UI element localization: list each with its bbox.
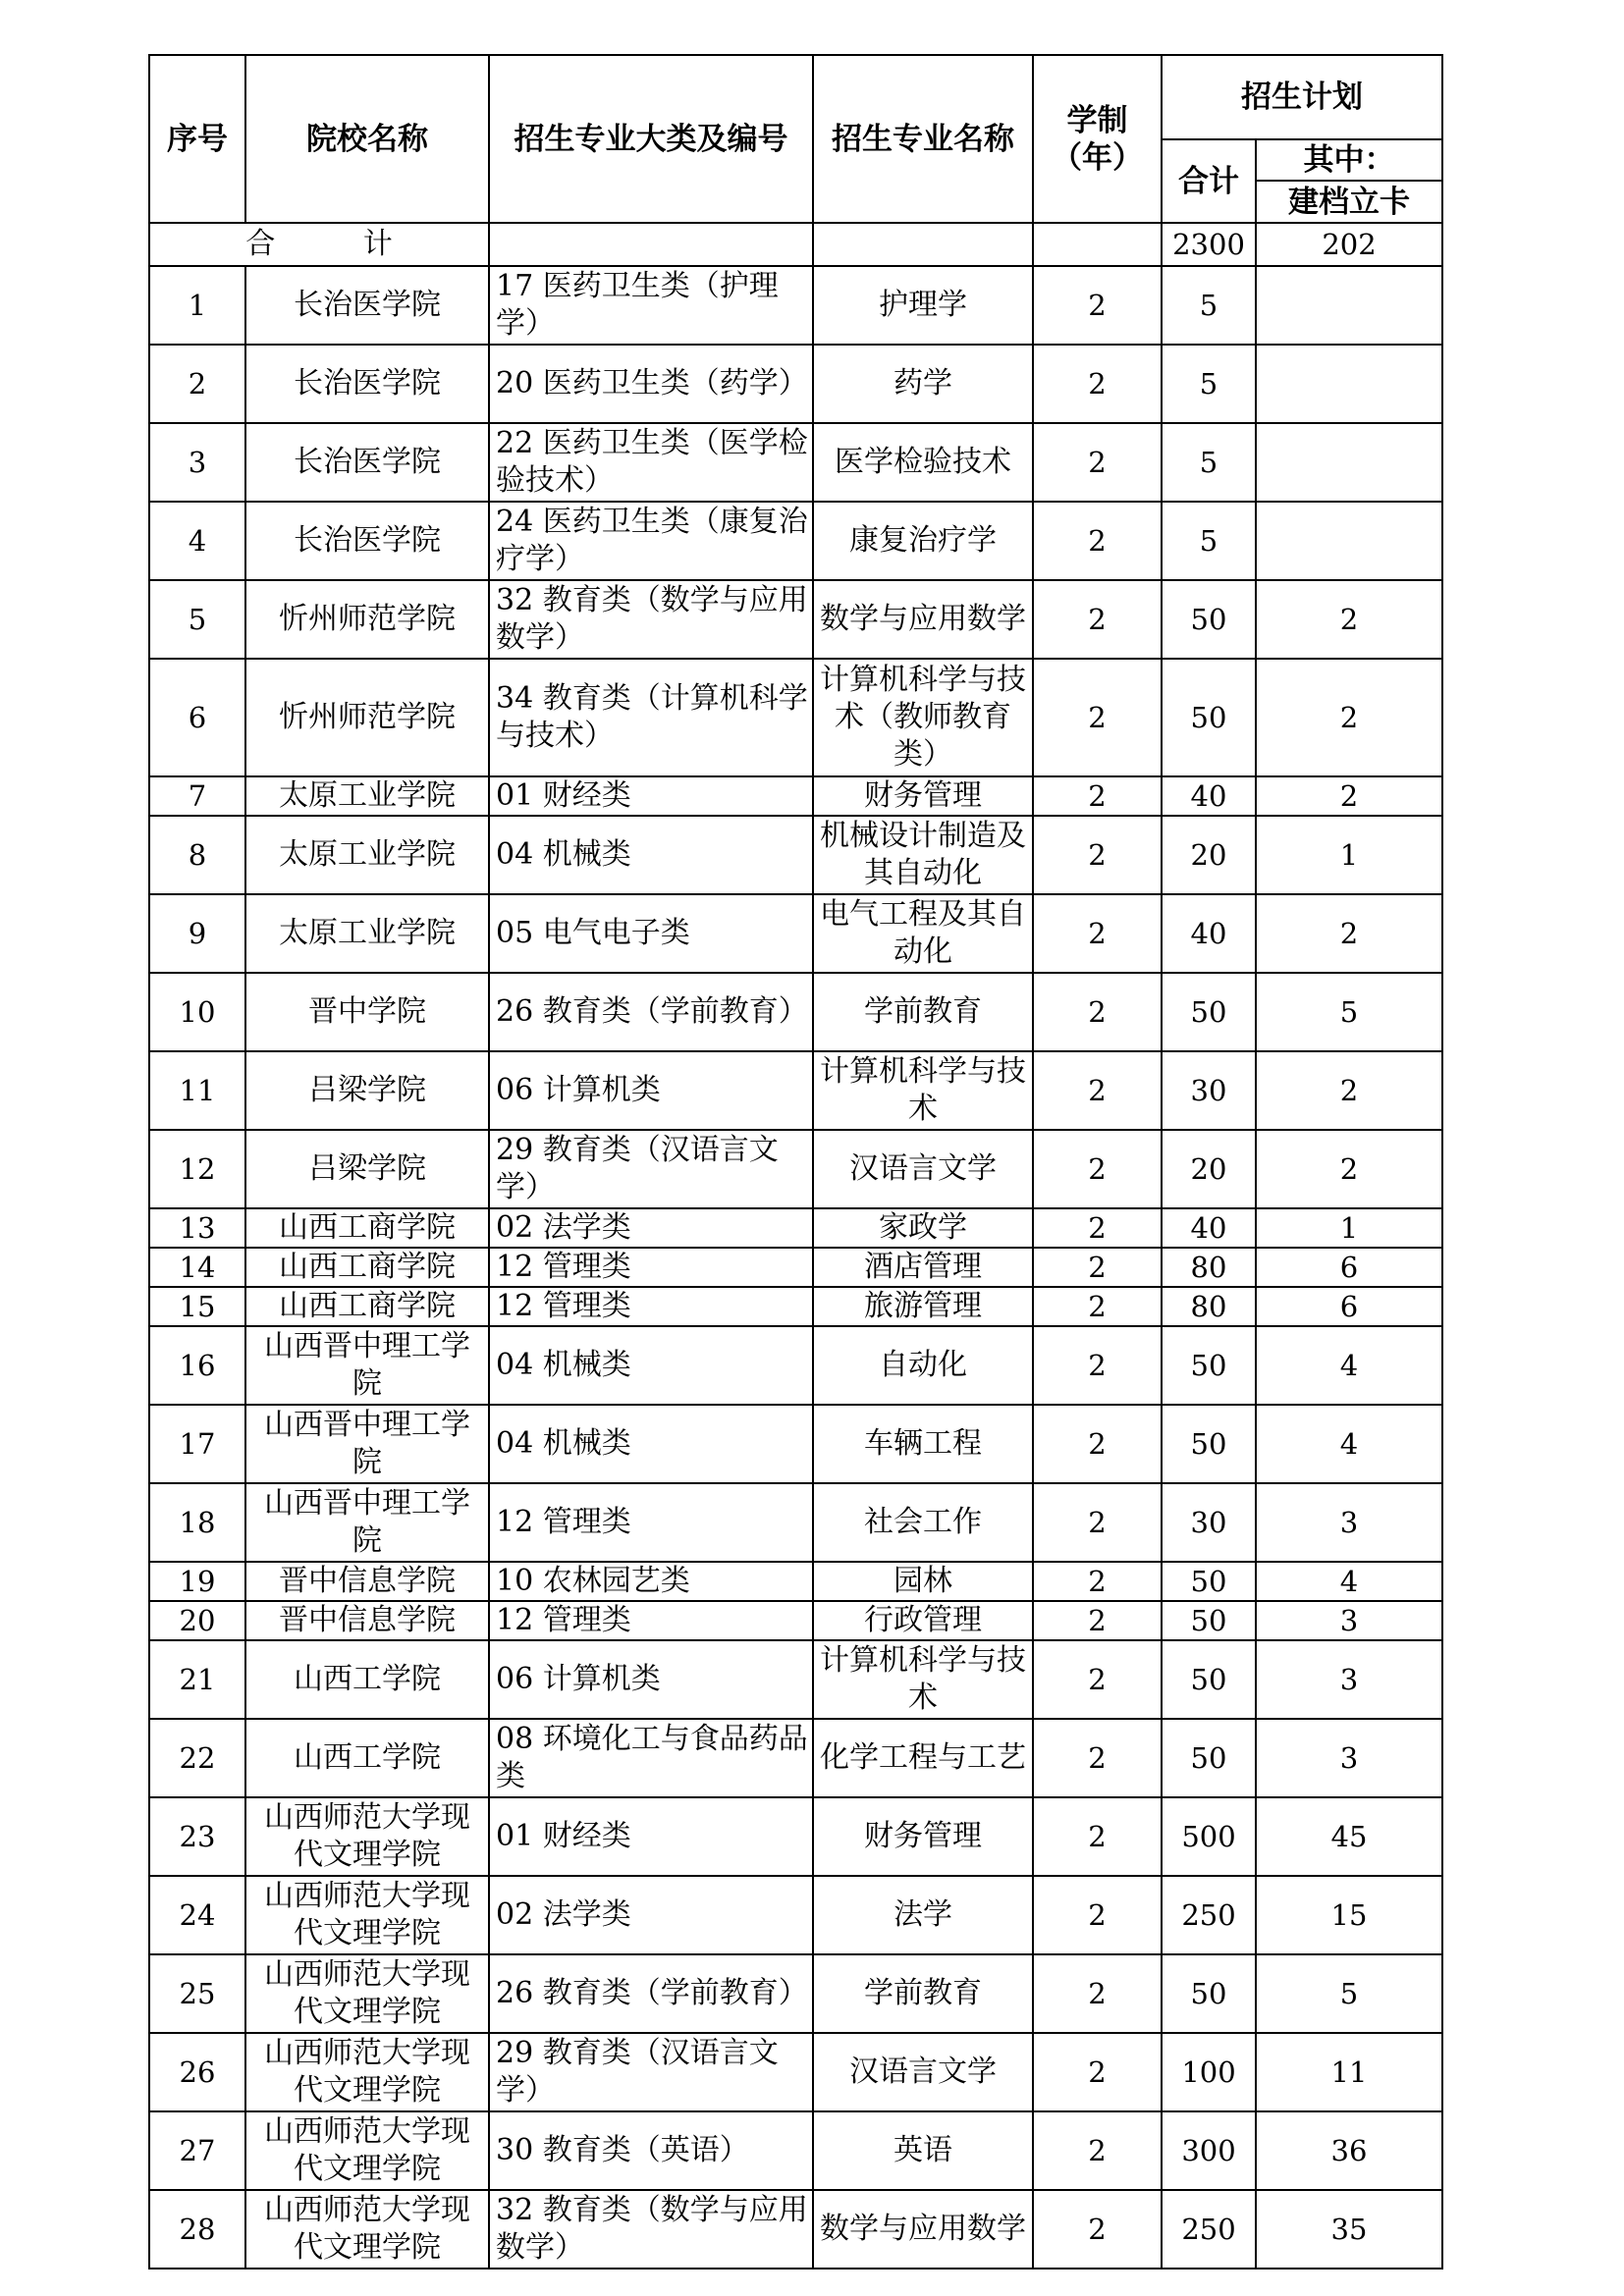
cell-plan: 5 [1162,345,1256,423]
cell-category: 29 教育类（汉语言文学） [489,1130,813,1208]
table-row [149,776,1442,816]
cell-years: 2 [1033,816,1162,894]
cell-plan: 300 [1162,2111,1256,2190]
cell-years: 2 [1033,1876,1162,1954]
enrollment-plan-sheet [148,54,1443,2269]
cell-school: 长治医学院 [245,502,489,580]
cell-card: 2 [1256,659,1442,776]
cell-seq: 10 [149,973,245,1051]
cell-category: 06 计算机类 [489,1051,813,1130]
cell-years: 2 [1033,1248,1162,1287]
cell-school: 忻州师范学院 [245,659,489,776]
cell-card [1256,345,1442,423]
table-row [149,1719,1442,1797]
cell-plan: 80 [1162,1248,1256,1287]
cell-category: 06 计算机类 [489,1640,813,1719]
cell-seq: 20 [149,1601,245,1640]
table-row [149,973,1442,1051]
cell-years: 2 [1033,2190,1162,2269]
cell-plan: 500 [1162,1797,1256,1876]
cell-plan: 20 [1162,816,1256,894]
cell-category: 04 机械类 [489,1326,813,1405]
cell-category: 22 医药卫生类（医学检验技术） [489,423,813,502]
cell-category: 10 农林园艺类 [489,1562,813,1601]
cell-years: 2 [1033,266,1162,345]
cell-plan: 250 [1162,2190,1256,2269]
cell-seq: 5 [149,580,245,659]
cell-major: 化学工程与工艺 [813,1719,1033,1797]
cell-major: 财务管理 [813,1797,1033,1876]
cell-years: 2 [1033,659,1162,776]
cell-school: 晋中信息学院 [245,1562,489,1601]
cell-plan: 40 [1162,1208,1256,1248]
cell-seq: 8 [149,816,245,894]
cell-years: 2 [1033,973,1162,1051]
cell-seq: 25 [149,1954,245,2033]
cell-major: 康复治疗学 [813,502,1033,580]
header-plan: 招生计划 [1162,55,1442,139]
cell-major: 计算机科学与技术 [813,1051,1033,1130]
table-row [149,1876,1442,1954]
cell-plan: 50 [1162,1405,1256,1483]
cell-category: 04 机械类 [489,1405,813,1483]
cell-card: 3 [1256,1483,1442,1562]
cell-plan: 20 [1162,1130,1256,1208]
cell-card: 15 [1256,1876,1442,1954]
total-empty-category [489,223,813,266]
header-major: 招生专业名称 [813,55,1033,223]
cell-category: 29 教育类（汉语言文学） [489,2033,813,2111]
total-label-text: 合 计 [245,227,432,261]
cell-card: 2 [1256,776,1442,816]
cell-seq: 26 [149,2033,245,2111]
table-row [149,266,1442,345]
cell-seq: 11 [149,1051,245,1130]
cell-category: 20 医药卫生类（药学） [489,345,813,423]
header-school: 院校名称 [245,55,489,223]
header-category: 招生专业大类及编号 [489,55,813,223]
cell-card: 1 [1256,816,1442,894]
cell-card: 4 [1256,1405,1442,1483]
cell-years: 2 [1033,1601,1162,1640]
total-empty-years [1033,223,1162,266]
cell-category: 08 环境化工与食品药品类 [489,1719,813,1797]
table-row [149,1483,1442,1562]
table-row [149,894,1442,973]
cell-seq: 6 [149,659,245,776]
cell-card: 3 [1256,1640,1442,1719]
cell-seq: 2 [149,345,245,423]
cell-seq: 15 [149,1287,245,1326]
table-row [149,2033,1442,2111]
cell-years: 2 [1033,1797,1162,1876]
table-row [149,1051,1442,1130]
cell-major: 汉语言文学 [813,1130,1033,1208]
cell-school: 山西晋中理工学院 [245,1483,489,1562]
cell-major: 英语 [813,2111,1033,2190]
cell-years: 2 [1033,2111,1162,2190]
cell-school: 晋中学院 [245,973,489,1051]
cell-card [1256,502,1442,580]
cell-major: 药学 [813,345,1033,423]
cell-school: 山西工商学院 [245,1248,489,1287]
table-row [149,580,1442,659]
cell-major: 电气工程及其自动化 [813,894,1033,973]
cell-seq: 12 [149,1130,245,1208]
cell-school: 山西工商学院 [245,1208,489,1248]
cell-plan: 50 [1162,973,1256,1051]
header-seq: 序号 [149,55,245,223]
cell-school: 山西晋中理工学院 [245,1326,489,1405]
cell-major: 机械设计制造及其自动化 [813,816,1033,894]
cell-years: 2 [1033,1287,1162,1326]
cell-category: 01 财经类 [489,1797,813,1876]
cell-card: 3 [1256,1601,1442,1640]
cell-seq: 24 [149,1876,245,1954]
cell-plan: 40 [1162,894,1256,973]
cell-years: 2 [1033,1051,1162,1130]
cell-years: 2 [1033,776,1162,816]
cell-plan: 100 [1162,2033,1256,2111]
cell-card: 11 [1256,2033,1442,2111]
cell-seq: 1 [149,266,245,345]
header-plan-sub-a: 其中： [1256,139,1442,181]
cell-major: 计算机科学与技术（教师教育类） [813,659,1033,776]
cell-major: 园林 [813,1562,1033,1601]
cell-card: 6 [1256,1248,1442,1287]
cell-category: 01 财经类 [489,776,813,816]
cell-card: 4 [1256,1326,1442,1405]
cell-major: 酒店管理 [813,1248,1033,1287]
cell-plan: 50 [1162,1640,1256,1719]
cell-major: 法学 [813,1876,1033,1954]
cell-seq: 17 [149,1405,245,1483]
cell-card [1256,423,1442,502]
cell-school: 山西工学院 [245,1719,489,1797]
cell-plan: 50 [1162,1601,1256,1640]
cell-years: 2 [1033,423,1162,502]
cell-school: 吕梁学院 [245,1051,489,1130]
cell-category: 26 教育类（学前教育） [489,1954,813,2033]
table-row [149,2111,1442,2190]
cell-school: 山西师范大学现代文理学院 [245,2111,489,2190]
cell-school: 山西工商学院 [245,1287,489,1326]
cell-school: 太原工业学院 [245,894,489,973]
cell-school: 山西晋中理工学院 [245,1405,489,1483]
cell-category: 12 管理类 [489,1483,813,1562]
cell-plan: 30 [1162,1051,1256,1130]
table-row [149,1954,1442,2033]
total-plan: 2300 [1162,223,1256,266]
cell-category: 32 教育类（数学与应用数学） [489,2190,813,2269]
cell-plan: 50 [1162,1562,1256,1601]
cell-card: 5 [1256,1954,1442,2033]
cell-major: 自动化 [813,1326,1033,1405]
table-row [149,345,1442,423]
cell-card: 3 [1256,1719,1442,1797]
enrollment-plan-table [148,54,1443,2269]
cell-seq: 3 [149,423,245,502]
cell-plan: 50 [1162,1326,1256,1405]
table-row [149,1562,1442,1601]
cell-years: 2 [1033,1208,1162,1248]
cell-school: 晋中信息学院 [245,1601,489,1640]
cell-school: 忻州师范学院 [245,580,489,659]
cell-plan: 5 [1162,423,1256,502]
cell-major: 社会工作 [813,1483,1033,1562]
cell-school: 山西师范大学现代文理学院 [245,1954,489,2033]
cell-card: 2 [1256,1130,1442,1208]
table-body [149,266,1442,2269]
total-empty-major [813,223,1033,266]
cell-major: 学前教育 [813,973,1033,1051]
cell-school: 吕梁学院 [245,1130,489,1208]
cell-school: 山西师范大学现代文理学院 [245,1876,489,1954]
cell-school: 太原工业学院 [245,776,489,816]
cell-school: 山西师范大学现代文理学院 [245,2033,489,2111]
cell-category: 12 管理类 [489,1601,813,1640]
table-row [149,1130,1442,1208]
header-plan-sub-b: 建档立卡 [1256,181,1442,223]
cell-category: 24 医药卫生类（康复治疗学） [489,502,813,580]
cell-card: 4 [1256,1562,1442,1601]
cell-school: 山西师范大学现代文理学院 [245,1797,489,1876]
cell-seq: 27 [149,2111,245,2190]
table-row [149,1601,1442,1640]
cell-major: 数学与应用数学 [813,2190,1033,2269]
cell-seq: 9 [149,894,245,973]
cell-category: 02 法学类 [489,1208,813,1248]
cell-years: 2 [1033,1954,1162,2033]
cell-seq: 21 [149,1640,245,1719]
cell-seq: 13 [149,1208,245,1248]
table-row [149,659,1442,776]
cell-years: 2 [1033,1483,1162,1562]
cell-years: 2 [1033,580,1162,659]
cell-years: 2 [1033,2033,1162,2111]
table-row [149,2190,1442,2269]
cell-seq: 18 [149,1483,245,1562]
cell-major: 计算机科学与技术 [813,1640,1033,1719]
table-row [149,1287,1442,1326]
cell-seq: 22 [149,1719,245,1797]
cell-years: 2 [1033,1719,1162,1797]
cell-years: 2 [1033,1405,1162,1483]
cell-major: 医学检验技术 [813,423,1033,502]
cell-seq: 19 [149,1562,245,1601]
cell-category: 05 电气电子类 [489,894,813,973]
cell-category: 26 教育类（学前教育） [489,973,813,1051]
cell-school: 长治医学院 [245,266,489,345]
header-plan-total: 合计 [1162,139,1256,223]
cell-school: 太原工业学院 [245,816,489,894]
cell-category: 12 管理类 [489,1287,813,1326]
cell-card: 36 [1256,2111,1442,2190]
cell-plan: 50 [1162,580,1256,659]
cell-category: 32 教育类（数学与应用数学） [489,580,813,659]
cell-school: 山西师范大学现代文理学院 [245,2190,489,2269]
cell-plan: 5 [1162,266,1256,345]
cell-card: 2 [1256,580,1442,659]
cell-plan: 5 [1162,502,1256,580]
cell-card: 45 [1256,1797,1442,1876]
cell-major: 汉语言文学 [813,2033,1033,2111]
cell-card: 5 [1256,973,1442,1051]
cell-years: 2 [1033,1640,1162,1719]
table-row [149,423,1442,502]
cell-category: 04 机械类 [489,816,813,894]
table-row [149,816,1442,894]
header-duration: 学制（年） [1033,55,1162,223]
cell-school: 长治医学院 [245,423,489,502]
cell-category: 34 教育类（计算机科学与技术） [489,659,813,776]
cell-plan: 80 [1162,1287,1256,1326]
cell-years: 2 [1033,502,1162,580]
cell-card: 2 [1256,1051,1442,1130]
cell-plan: 50 [1162,1719,1256,1797]
cell-plan: 50 [1162,1954,1256,2033]
cell-plan: 40 [1162,776,1256,816]
cell-years: 2 [1033,894,1162,973]
table-row [149,502,1442,580]
cell-school: 长治医学院 [245,345,489,423]
cell-seq: 14 [149,1248,245,1287]
cell-major: 家政学 [813,1208,1033,1248]
cell-major: 旅游管理 [813,1287,1033,1326]
cell-years: 2 [1033,1130,1162,1208]
cell-seq: 7 [149,776,245,816]
cell-school: 山西工学院 [245,1640,489,1719]
cell-major: 学前教育 [813,1954,1033,2033]
cell-card: 2 [1256,894,1442,973]
cell-plan: 250 [1162,1876,1256,1954]
cell-category: 02 法学类 [489,1876,813,1954]
cell-years: 2 [1033,1326,1162,1405]
cell-category: 12 管理类 [489,1248,813,1287]
cell-major: 行政管理 [813,1601,1033,1640]
cell-plan: 30 [1162,1483,1256,1562]
cell-seq: 16 [149,1326,245,1405]
total-label [149,223,489,266]
cell-seq: 28 [149,2190,245,2269]
cell-category: 30 教育类（英语） [489,2111,813,2190]
cell-major: 数学与应用数学 [813,580,1033,659]
total-card: 202 [1256,223,1442,266]
table-row [149,1248,1442,1287]
cell-seq: 4 [149,502,245,580]
cell-major: 护理学 [813,266,1033,345]
cell-years: 2 [1033,1562,1162,1601]
table-row [149,1326,1442,1405]
table-row [149,1208,1442,1248]
cell-card [1256,266,1442,345]
cell-years: 2 [1033,345,1162,423]
cell-card: 6 [1256,1287,1442,1326]
table-row [149,1405,1442,1483]
cell-major: 车辆工程 [813,1405,1033,1483]
cell-major: 财务管理 [813,776,1033,816]
table-row [149,1797,1442,1876]
cell-category: 17 医药卫生类（护理学） [489,266,813,345]
table-row [149,1640,1442,1719]
cell-seq: 23 [149,1797,245,1876]
cell-card: 35 [1256,2190,1442,2269]
cell-card: 1 [1256,1208,1442,1248]
cell-plan: 50 [1162,659,1256,776]
